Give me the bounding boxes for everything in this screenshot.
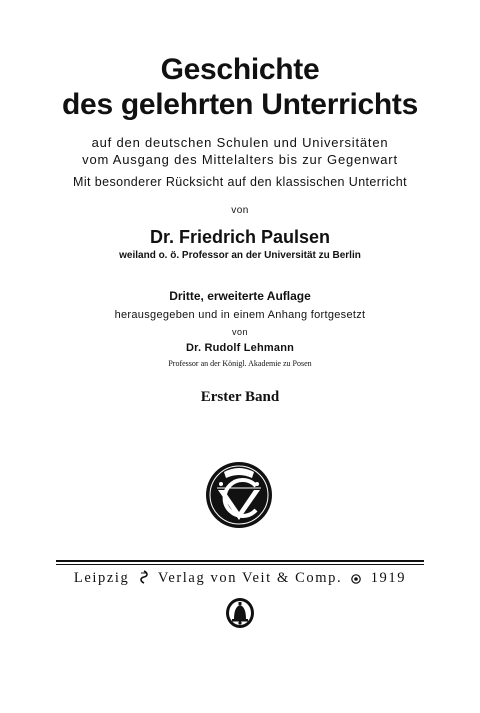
bell-logo-icon	[225, 597, 255, 629]
author-name: Dr. Friedrich Paulsen	[149, 227, 331, 247]
edition-label: Dritte, erweiterte Auflage	[169, 289, 311, 303]
subtitle-line-3: Mit besonderer Rücksicht auf den klassischen Unterricht	[73, 175, 407, 189]
divider-rule-thin	[56, 564, 424, 565]
edited-by-text: herausgegeben und in einem Anhang fortgesetzt	[114, 309, 366, 321]
imprint-year: 1919	[370, 570, 407, 586]
book-title-line-2: des gelehrten Unterrichts	[62, 88, 418, 121]
volume-label: Erster Band	[200, 389, 280, 405]
editor-description: Professor an der Königl. Akademie zu Posen	[168, 359, 312, 368]
book-title-line-1: Geschichte	[160, 53, 320, 86]
imprint-line	[0, 570, 480, 586]
author-von: von	[231, 205, 249, 216]
editor-von: von	[231, 327, 248, 337]
small-emblem-icon	[351, 574, 361, 584]
editor-name: Dr. Rudolf Lehmann	[185, 342, 295, 354]
subtitle-line-2: vom Ausgang des Mittelalters bis zur Gegenwart	[82, 152, 398, 167]
subtitle-line-1: auf den deutschen Schulen und Universitäten	[91, 135, 389, 150]
imprint-publisher: Verlag von Veit & Comp.	[157, 570, 343, 586]
divider-rule	[56, 560, 424, 562]
author-description: weiland o. ö. Professor an der Universität zu Berlin	[119, 250, 361, 261]
imprint-city: Leipzig	[73, 570, 130, 586]
publisher-emblem-icon	[204, 460, 274, 530]
ornament-icon	[139, 570, 149, 584]
